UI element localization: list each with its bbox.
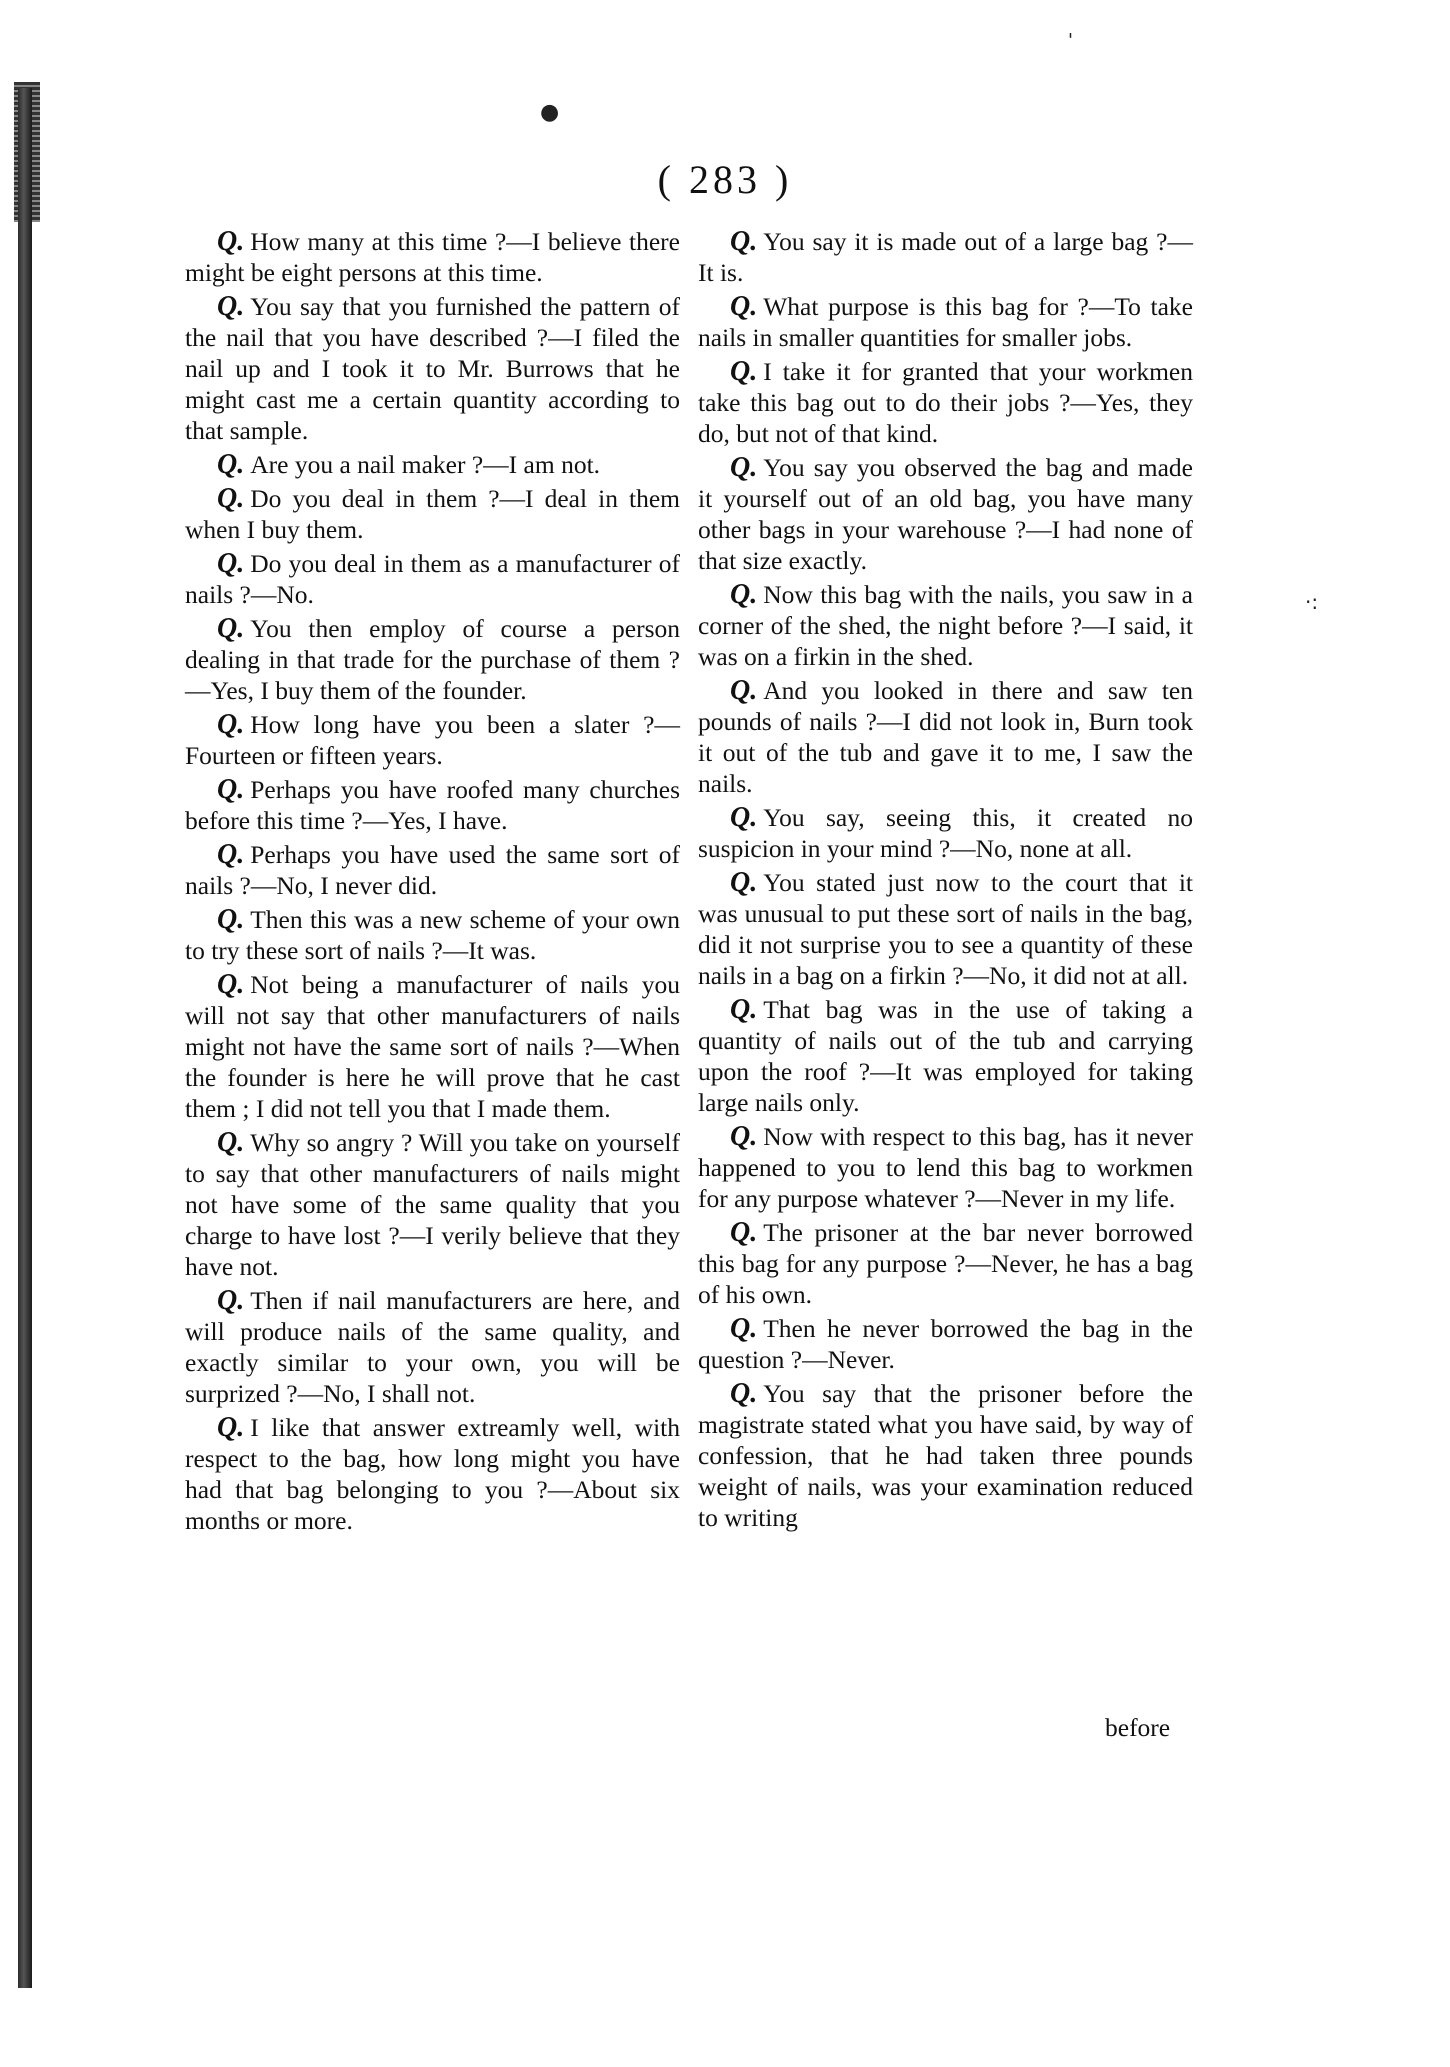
qa-paragraph [185, 709, 680, 771]
qa-text: You stated just now to the court that it was unusual to put these sort of nails in the bag, did it not surprise you to see a quantity of these nails in a bag on a firkin ?—No, it did not at all. [698, 868, 1193, 990]
qa-paragraph [698, 1313, 1193, 1375]
qa-text: You say, seeing this, it created no suspicion in your mind ?—No, none at all. [698, 803, 1193, 863]
question-marker: Q. [217, 709, 245, 740]
qa-paragraph [698, 226, 1193, 288]
qa-paragraph [698, 1217, 1193, 1310]
question-marker: Q. [217, 449, 245, 480]
right-column [698, 226, 1193, 1536]
qa-paragraph [185, 548, 680, 610]
qa-text: You then employ of course a person dealing in that trade for the purchase of them ?—Yes, I buy them of the founder. [185, 614, 680, 705]
qa-paragraph [185, 839, 680, 901]
question-marker: Q. [217, 1127, 245, 1158]
qa-paragraph [185, 969, 680, 1124]
question-marker: Q. [217, 969, 245, 1000]
question-marker: Q. [217, 1285, 245, 1316]
qa-text: And you looked in there and saw ten pounds of nails ?—I did not look in, Burn took it out of the tub and gave it to me, I saw the nails. [698, 676, 1193, 798]
binding-edge [18, 88, 32, 1988]
question-marker: Q. [217, 839, 245, 870]
qa-text: What purpose is this bag for ?—To take nails in smaller quantities for smaller jobs. [698, 292, 1193, 352]
question-marker: Q. [730, 1217, 758, 1248]
question-marker: Q. [730, 994, 758, 1025]
question-marker: Q. [217, 1412, 245, 1443]
qa-paragraph [185, 1412, 680, 1536]
qa-text: Then if nail manufacturers are here, and will produce nails of the same quality, and exactly similar to your own, you will be surprized ?—No, I shall not. [185, 1286, 680, 1408]
qa-paragraph [698, 1378, 1193, 1533]
qa-text: Do you deal in them ?—I deal in them when I buy them. [185, 484, 680, 544]
left-column [185, 226, 680, 1539]
question-marker: Q. [217, 904, 245, 935]
qa-paragraph [698, 579, 1193, 672]
qa-text: Do you deal in them as a manufacturer of nails ?—No. [185, 549, 680, 609]
qa-text: Now this bag with the nails, you saw in a corner of the shed, the night before ?—I said, it was on a firkin in the shed. [698, 580, 1193, 671]
question-marker: Q. [217, 548, 245, 579]
question-marker: Q. [730, 226, 758, 257]
qa-text: Perhaps you have roofed many churches before this time ?—Yes, I have. [185, 775, 680, 835]
qa-paragraph [698, 994, 1193, 1118]
page-header: ( 283 ) [657, 157, 793, 202]
question-marker: Q. [217, 613, 245, 644]
question-marker: Q. [217, 291, 245, 322]
question-marker: Q. [730, 579, 758, 610]
qa-paragraph [185, 774, 680, 836]
qa-text: That bag was in the use of taking a quantity of nails out of the tub and carrying upon the roof ?—It was employed for taking large nails only. [698, 995, 1193, 1117]
qa-paragraph [185, 483, 680, 545]
qa-text: How long have you been a slater ?—Fourteen or fifteen years. [185, 710, 680, 770]
question-marker: Q. [730, 1313, 758, 1344]
qa-text: Are you a nail maker ?—I am not. [250, 450, 601, 479]
qa-text: How many at this time ?—I believe there might be eight persons at this time. [185, 227, 680, 287]
qa-paragraph [698, 802, 1193, 864]
qa-text: I take it for granted that your workmen take this bag out to do their jobs ?—Yes, they do, but not of that kind. [698, 357, 1193, 448]
qa-text: Then this was a new scheme of your own to try these sort of nails ?—It was. [185, 905, 680, 965]
qa-paragraph [185, 1285, 680, 1409]
qa-paragraph [185, 449, 680, 480]
qa-text: You say you observed the bag and made it yourself out of an old bag, you have many other bags in your warehouse ?—I had none of that size exactly. [698, 453, 1193, 575]
qa-text: You say that you furnished the pattern of the nail that you have described ?—I filed the nail up and I took it to Mr. Burrows that he might cast me a certain quantity according to that sample. [185, 292, 680, 445]
question-marker: Q. [730, 1378, 758, 1409]
question-marker: Q. [730, 1121, 758, 1152]
qa-paragraph [185, 613, 680, 706]
qa-paragraph [185, 1127, 680, 1282]
qa-paragraph [698, 452, 1193, 576]
qa-paragraph [698, 675, 1193, 799]
qa-text: You say that the prisoner before the magistrate stated what you have said, by way of confession, that he had taken three pounds weight of nails, was your examination reduced to writing [698, 1379, 1193, 1532]
ink-speck: ·: [1305, 590, 1319, 614]
qa-paragraph [185, 904, 680, 966]
ink-speck: ● [540, 100, 560, 125]
ink-speck: ' [1068, 30, 1073, 51]
qa-text: Why so angry ? Will you take on yourself to say that other manufacturers of nails might not have some of the same quality that you charge to have lost ?—I verily believe that they have not. [185, 1128, 680, 1281]
qa-text: The prisoner at the bar never borrowed this bag for any purpose ?—Never, he has a bag of his own. [698, 1218, 1193, 1309]
qa-text: Now with respect to this bag, has it never happened to you to lend this bag to workmen for any purpose whatever ?—Never in my life. [698, 1122, 1193, 1213]
question-marker: Q. [217, 483, 245, 514]
question-marker: Q. [730, 452, 758, 483]
qa-paragraph [185, 291, 680, 446]
question-marker: Q. [217, 226, 245, 257]
qa-text: Perhaps you have used the same sort of nails ?—No, I never did. [185, 840, 680, 900]
qa-paragraph [698, 356, 1193, 449]
qa-paragraph [698, 1121, 1193, 1214]
question-marker: Q. [730, 356, 758, 387]
qa-text: You say it is made out of a large bag ?—It is. [698, 227, 1193, 287]
question-marker: Q. [217, 774, 245, 805]
qa-text: Then he never borrowed the bag in the question ?—Never. [698, 1314, 1193, 1374]
question-marker: Q. [730, 802, 758, 833]
qa-paragraph [698, 867, 1193, 991]
qa-paragraph [698, 291, 1193, 353]
question-marker: Q. [730, 291, 758, 322]
qa-paragraph [185, 226, 680, 288]
catchword: before [1105, 1713, 1171, 1742]
question-marker: Q. [730, 675, 758, 706]
question-marker: Q. [730, 867, 758, 898]
qa-text: I like that answer extreamly well, with respect to the bag, how long might you have had that bag belonging to you ?—About six months or more. [185, 1413, 680, 1535]
qa-text: Not being a manufacturer of nails you will not say that other manufacturers of nails might not have the same sort of nails ?—When the founder is here he will prove that he cast them ; I did not tell you that I made them. [185, 970, 680, 1123]
